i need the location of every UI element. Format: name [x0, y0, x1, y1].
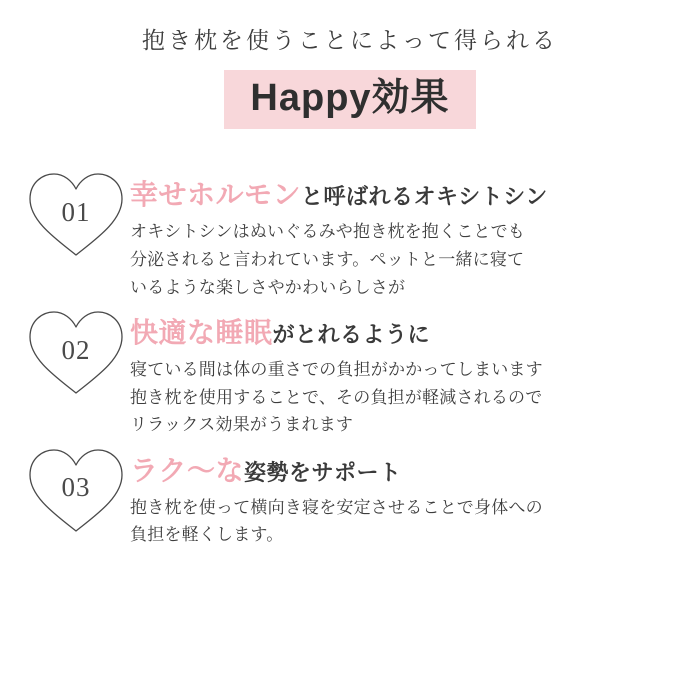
list-item-body	[130, 449, 674, 549]
list-item	[22, 311, 674, 439]
item-heading-accent: 快適な睡眠	[130, 317, 273, 349]
item-description-line: 抱き枕を使って横向き寝を安定させることで身体への	[130, 497, 543, 517]
item-heading-rest: がとれるように	[272, 322, 431, 348]
item-description-line: リラックス効果がうまれます	[130, 415, 354, 435]
item-number: 03	[61, 472, 91, 503]
heart-outline-icon	[22, 305, 130, 401]
item-heading	[130, 177, 674, 212]
item-number: 02	[61, 334, 91, 365]
item-description	[130, 356, 674, 439]
item-heading	[130, 315, 674, 350]
item-description	[130, 218, 674, 301]
item-number: 01	[61, 196, 91, 227]
item-description-line: 負担を軽くします。	[130, 525, 284, 545]
item-description-line: いるような楽しさやかわいらしさが	[130, 277, 406, 297]
item-description-line: オキシトシンはぬいぐるみや抱き枕を抱くことでも	[130, 222, 526, 242]
item-description-line: 抱き枕を使用することで、その負担が軽減されるので	[130, 387, 543, 407]
item-heading-accent: ラク〜な	[130, 454, 245, 486]
list-item-body	[130, 311, 674, 439]
heart-outline-icon	[22, 443, 130, 539]
header	[0, 0, 700, 129]
list-item	[22, 173, 674, 301]
list-item-body	[130, 173, 674, 301]
item-description-line: 寝ている間は体の重さでの負担がかかってしまいます	[130, 360, 543, 380]
page-title: Happy効果	[224, 70, 475, 130]
item-description-line: 分泌されると言われています。ペットと一緒に寝て	[130, 250, 525, 270]
item-description	[130, 494, 674, 549]
item-heading-accent: 幸せホルモン	[130, 179, 302, 211]
benefit-list	[0, 173, 700, 548]
heart-outline-icon	[22, 167, 130, 263]
item-heading	[130, 453, 674, 488]
item-heading-rest: 姿勢をサポート	[244, 459, 402, 485]
list-item	[22, 449, 674, 549]
header-subtitle: 抱き枕を使うことによって得られる	[142, 27, 558, 53]
header-title-wrap	[0, 70, 700, 130]
item-heading-rest: と呼ばれるオキシトシン	[301, 184, 548, 210]
